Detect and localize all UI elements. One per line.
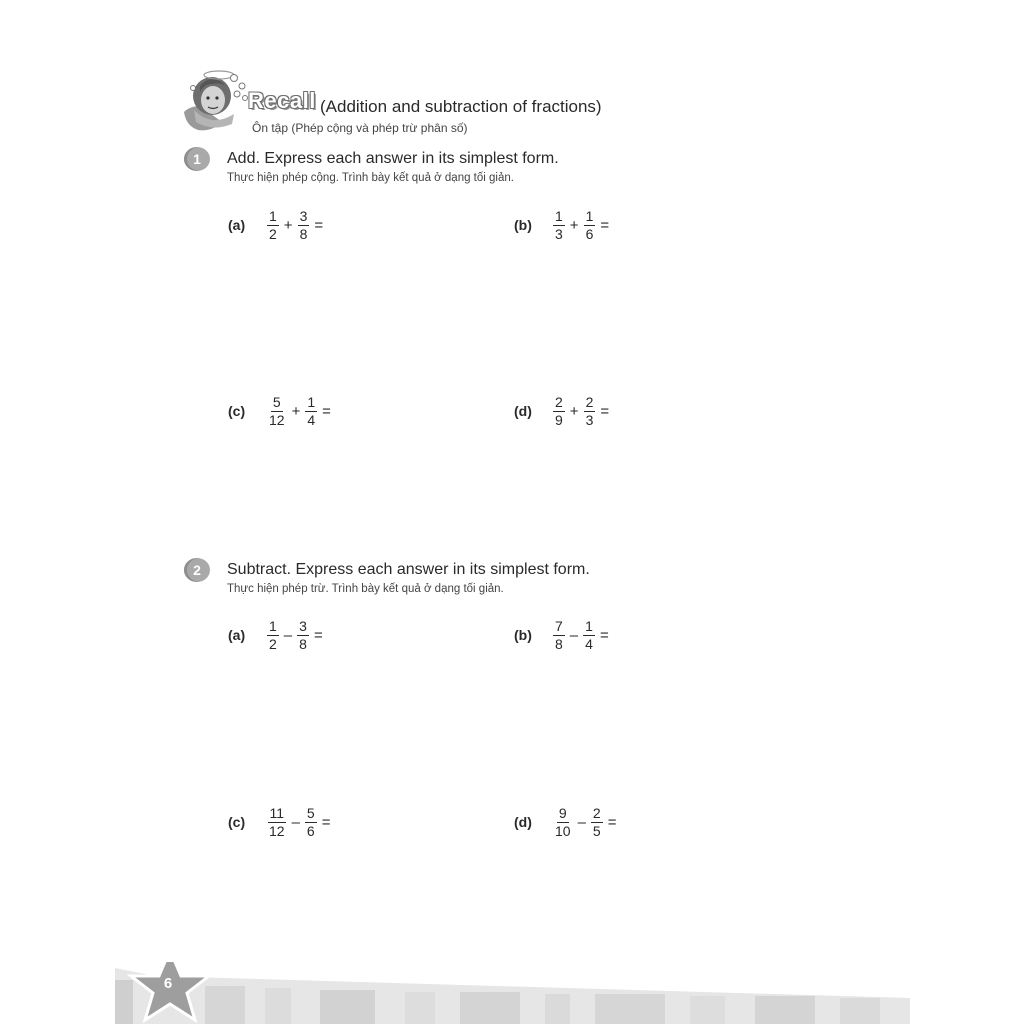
denominator: 3 xyxy=(585,411,594,428)
numerator: 7 xyxy=(555,617,563,634)
operator: + xyxy=(569,216,579,234)
operator: – xyxy=(569,626,579,644)
fraction xyxy=(267,208,279,243)
equals-sign: = xyxy=(322,402,331,420)
denominator: 2 xyxy=(269,225,277,242)
denominator: 4 xyxy=(585,635,593,652)
fraction xyxy=(553,394,565,429)
question-number-badge: 1 xyxy=(184,147,210,171)
fraction xyxy=(584,208,596,243)
equals-sign: = xyxy=(607,813,617,831)
page-subtitle: Ôn tập (Phép cộng và phép trừ phân số) xyxy=(252,121,468,135)
problem-2d xyxy=(514,800,618,844)
equals-sign: = xyxy=(313,626,323,644)
problem-label: (d) xyxy=(514,814,532,830)
operator: – xyxy=(283,626,293,644)
equals-sign: = xyxy=(314,216,324,234)
problem-1b xyxy=(514,203,611,247)
equals-sign: = xyxy=(321,813,331,831)
question-number-badge: 2 xyxy=(184,558,210,582)
fraction xyxy=(267,805,287,840)
fraction xyxy=(298,208,310,243)
operator: + xyxy=(569,402,579,420)
denominator: 10 xyxy=(555,822,571,839)
footer-stripes xyxy=(115,962,910,1024)
problem-label: (c) xyxy=(228,403,246,419)
denominator: 6 xyxy=(585,225,594,242)
question-subtitle: Thực hiện phép cộng. Trình bày kết quả ở dạng tối giản. xyxy=(227,172,514,184)
numerator: 2 xyxy=(585,393,594,410)
numerator: 3 xyxy=(299,617,307,634)
fraction xyxy=(591,805,603,840)
operator: – xyxy=(577,813,586,831)
problem-label: (a) xyxy=(228,627,246,643)
denominator: 2 xyxy=(269,635,277,652)
denominator: 8 xyxy=(299,635,307,652)
denominator: 12 xyxy=(269,822,285,839)
denominator: 5 xyxy=(592,822,601,839)
page-number: 6 xyxy=(163,975,173,992)
numerator: 9 xyxy=(558,804,567,821)
numerator: 11 xyxy=(269,804,285,821)
problem-1d xyxy=(514,389,611,433)
numerator: 1 xyxy=(585,617,593,634)
numerator: 2 xyxy=(592,804,601,821)
operator: + xyxy=(291,402,301,420)
fraction xyxy=(267,394,287,429)
numerator: 5 xyxy=(306,804,315,821)
fraction xyxy=(297,618,309,653)
numerator: 1 xyxy=(585,207,594,224)
fraction xyxy=(584,394,596,429)
problem-2b xyxy=(514,613,611,657)
fraction xyxy=(583,618,595,653)
numerator: 5 xyxy=(272,393,281,410)
question-title: Subtract. Express each answer in its simplest form. xyxy=(227,561,590,578)
numerator: 1 xyxy=(555,207,563,224)
problem-label: (b) xyxy=(514,217,532,233)
equals-sign: = xyxy=(600,402,610,420)
denominator: 8 xyxy=(299,225,308,242)
numerator: 1 xyxy=(269,207,277,224)
denominator: 4 xyxy=(307,411,316,428)
operator: – xyxy=(291,813,300,831)
fraction xyxy=(267,618,279,653)
equals-sign: = xyxy=(600,216,610,234)
problem-2a xyxy=(228,613,325,657)
problem-label: (b) xyxy=(514,627,532,643)
denominator: 6 xyxy=(306,822,315,839)
problem-label: (a) xyxy=(228,217,246,233)
numerator: 1 xyxy=(307,393,316,410)
equals-sign: = xyxy=(599,626,609,644)
numerator: 3 xyxy=(299,207,308,224)
denominator: 9 xyxy=(555,411,563,428)
problem-1c xyxy=(228,389,333,433)
problem-1a xyxy=(228,203,325,247)
denominator: 3 xyxy=(555,225,563,242)
fraction xyxy=(305,805,317,840)
problem-label: (d) xyxy=(514,403,532,419)
denominator: 8 xyxy=(555,635,563,652)
fraction xyxy=(553,208,565,243)
question-subtitle: Thực hiện phép trừ. Trình bày kết quả ở dạng tối giản. xyxy=(227,583,504,595)
problem-2c xyxy=(228,800,332,844)
numerator: 1 xyxy=(269,617,277,634)
mascot-icon xyxy=(182,66,252,132)
fraction xyxy=(553,805,573,840)
fraction xyxy=(553,618,565,653)
numerator: 2 xyxy=(555,393,563,410)
page-title: (Addition and subtraction of fractions) xyxy=(320,97,602,116)
question-title: Add. Express each answer in its simplest form. xyxy=(227,150,559,167)
denominator: 12 xyxy=(269,411,285,428)
problem-label: (c) xyxy=(228,814,246,830)
operator: + xyxy=(283,216,293,234)
fraction xyxy=(305,394,317,429)
recall-logo: Recall xyxy=(248,88,316,113)
